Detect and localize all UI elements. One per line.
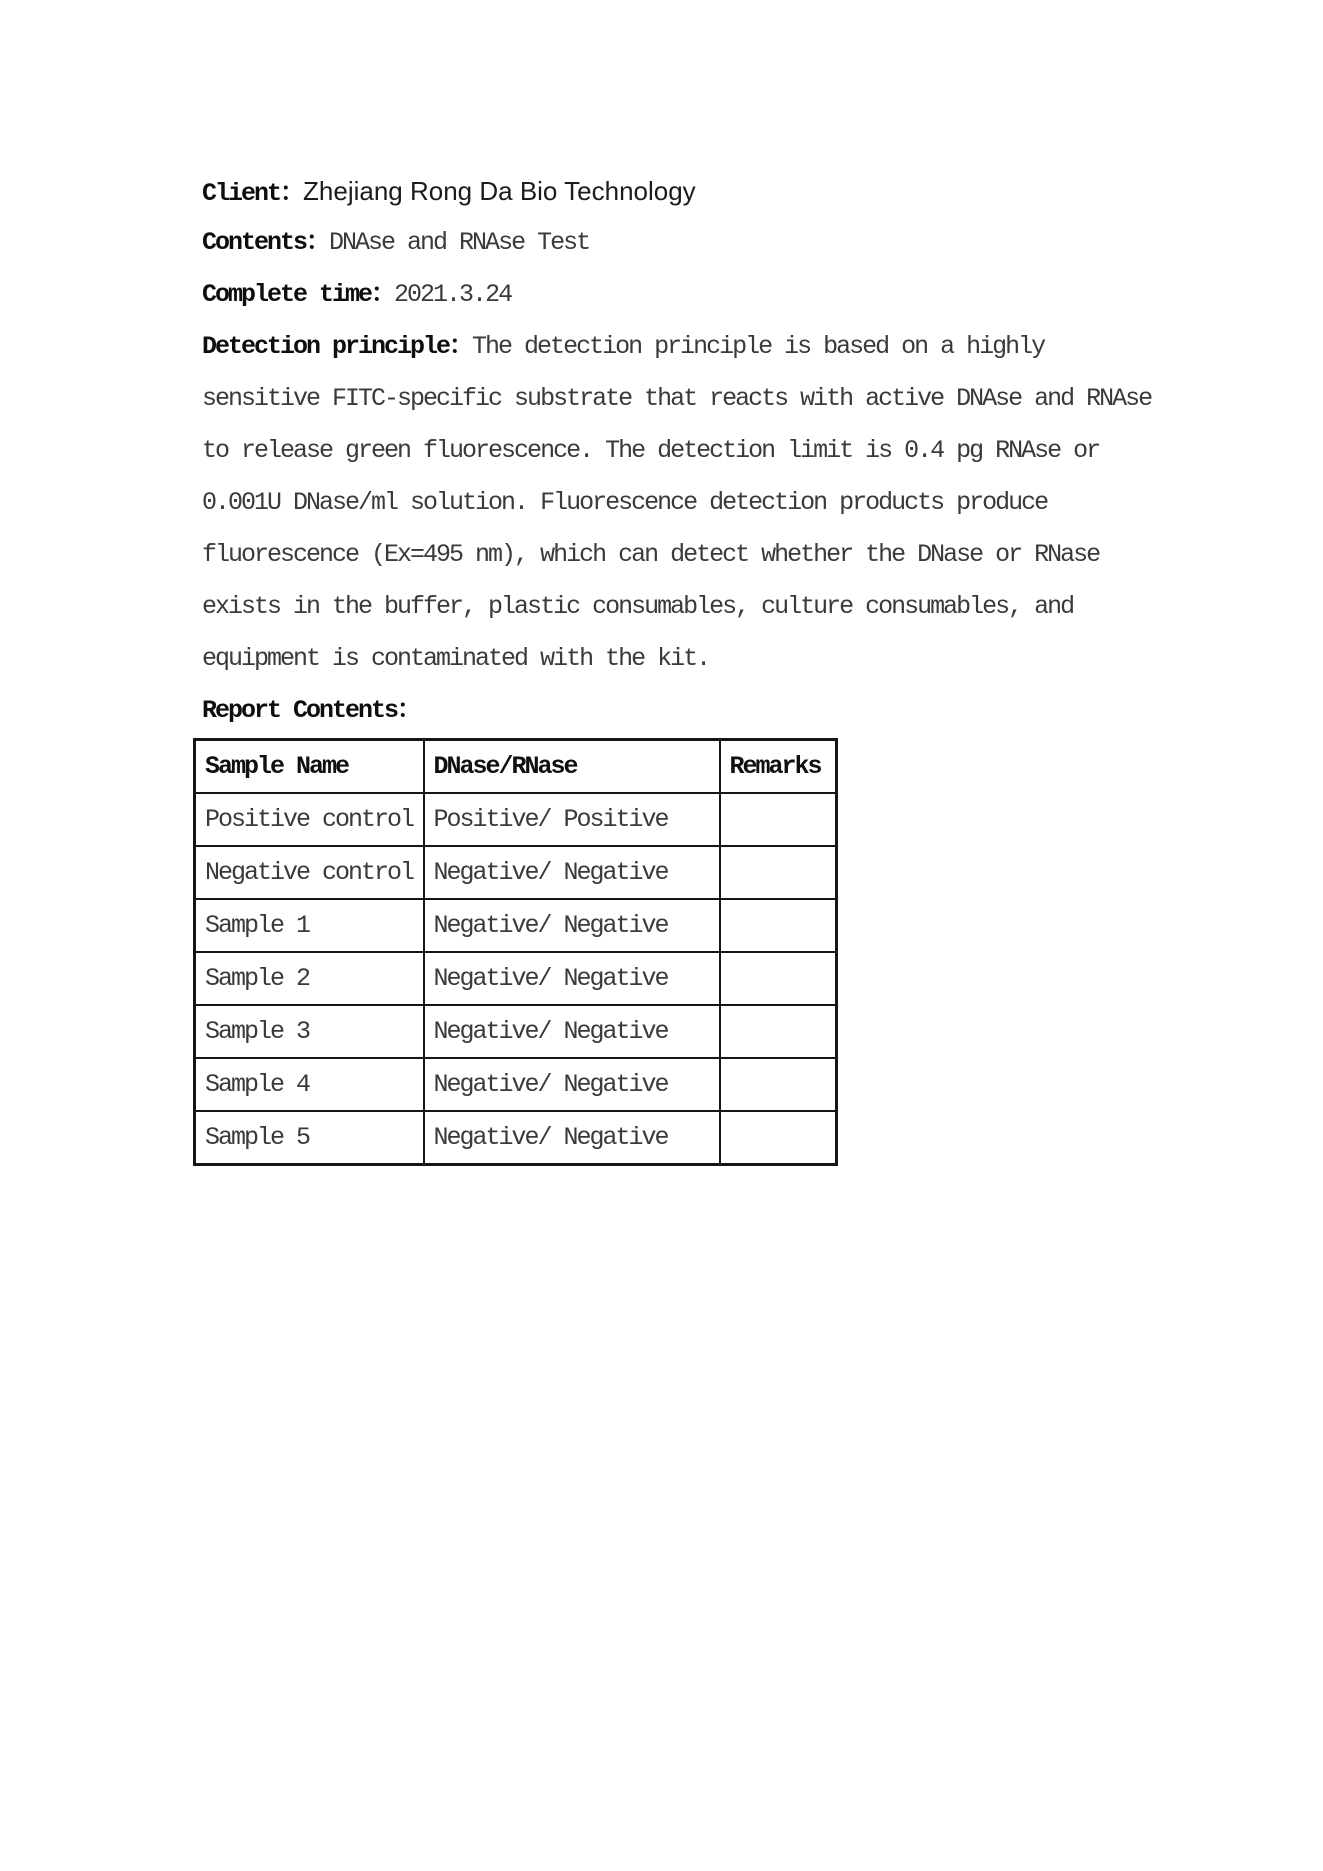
cell-dnase-rnase: Negative/ Negative <box>424 1111 720 1165</box>
cell-dnase-rnase: Negative/ Negative <box>424 846 720 899</box>
complete-time-label: Complete time： <box>202 280 395 309</box>
cell-remarks <box>720 846 837 899</box>
header-sample-name: Sample Name <box>195 740 424 794</box>
document-content <box>202 165 1151 1166</box>
cell-sample-name: Positive control <box>195 793 424 846</box>
cell-sample-name: Sample 4 <box>195 1058 424 1111</box>
cell-sample-name: Sample 1 <box>195 899 424 952</box>
table-row <box>195 1111 837 1165</box>
cell-sample-name: Sample 2 <box>195 952 424 1005</box>
cell-dnase-rnase: Negative/ Negative <box>424 952 720 1005</box>
complete-time-value: 2021.3.24 <box>394 280 512 309</box>
cell-remarks <box>720 793 837 846</box>
header-remarks: Remarks <box>720 740 837 794</box>
table-row <box>195 899 837 952</box>
detection-principle-line-5: fluorescence (Ex=495 nm), which can detect whether the DNase or RNase <box>202 540 1100 569</box>
cell-remarks <box>720 899 837 952</box>
client-value: Zhejiang Rong Da Bio Technology <box>303 176 696 206</box>
cell-dnase-rnase: Negative/ Negative <box>424 1058 720 1111</box>
report-table <box>193 738 838 1166</box>
table-header-row <box>195 740 837 794</box>
table-row <box>195 1058 837 1111</box>
cell-remarks <box>720 952 837 1005</box>
detection-principle-line-3: to release green fluorescence. The detection limit is 0.4 pg RNAse or <box>202 436 1100 465</box>
cell-dnase-rnase: Negative/ Negative <box>424 899 720 952</box>
detection-principle-line-1 <box>202 321 1151 373</box>
cell-sample-name: Sample 3 <box>195 1005 424 1058</box>
client-label: Client： <box>202 179 304 208</box>
contents-value: DNAse and RNAse Test <box>329 228 590 257</box>
cell-dnase-rnase: Positive/ Positive <box>424 793 720 846</box>
field-client <box>202 165 1151 217</box>
header-dnase-rnase: DNase/RNase <box>424 740 720 794</box>
detection-principle-line-6: exists in the buffer, plastic consumables, culture consumables, and <box>202 592 1074 621</box>
cell-sample-name: Negative control <box>195 846 424 899</box>
report-contents-label: Report Contents： <box>202 696 421 725</box>
report-contents-heading <box>202 685 1151 737</box>
detection-principle-line-2: sensitive FITC-specific substrate that reacts with active DNAse and RNAse <box>202 384 1152 413</box>
cell-remarks <box>720 1005 837 1058</box>
detection-principle-label: Detection principle： <box>202 332 473 361</box>
table-row <box>195 1005 837 1058</box>
field-complete-time <box>202 269 1151 321</box>
table-row <box>195 952 837 1005</box>
cell-sample-name: Sample 5 <box>195 1111 424 1165</box>
detection-principle-text: The detection principle is based on a highly <box>472 332 1045 361</box>
table-row <box>195 846 837 899</box>
cell-remarks <box>720 1111 837 1165</box>
field-contents <box>202 217 1151 269</box>
contents-label: Contents： <box>202 228 330 257</box>
table-row <box>195 793 837 846</box>
detection-principle-line-4: 0.001U DNase/ml solution. Fluorescence detection products produce <box>202 488 1048 517</box>
cell-dnase-rnase: Negative/ Negative <box>424 1005 720 1058</box>
cell-remarks <box>720 1058 837 1111</box>
detection-principle-line-7: equipment is contaminated with the kit. <box>202 644 710 673</box>
